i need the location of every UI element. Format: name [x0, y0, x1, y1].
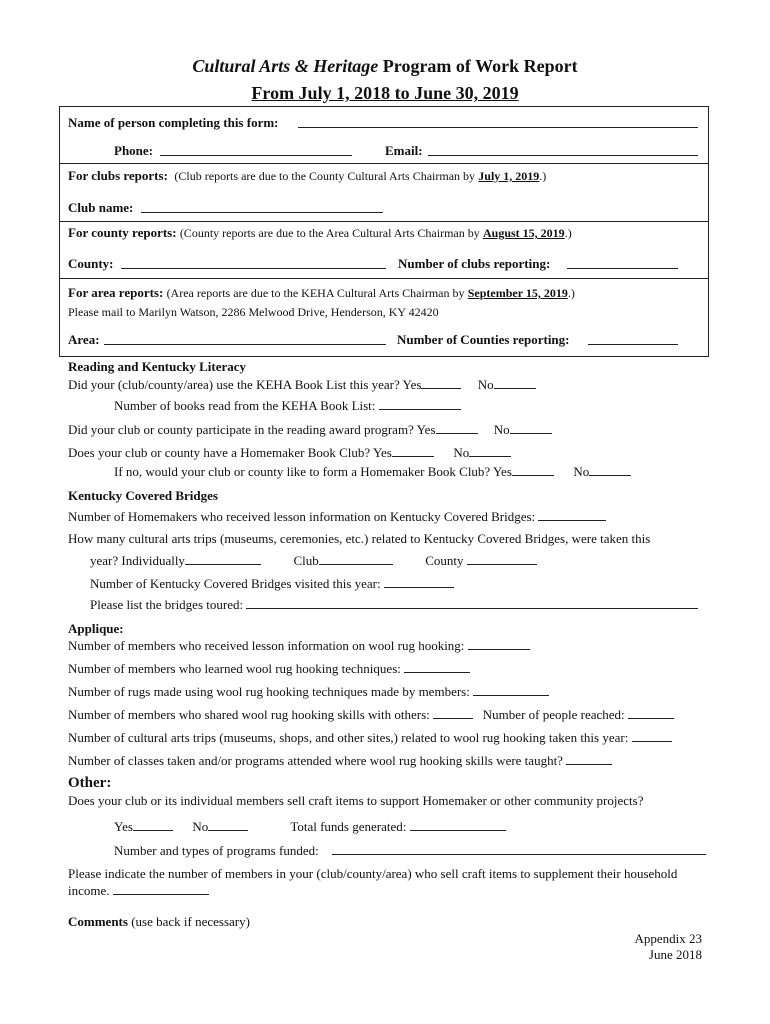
- county-label: County:: [68, 256, 114, 271]
- form-period: From July 1, 2018 to June 30, 2019: [251, 83, 519, 103]
- counties-reporting-field[interactable]: [588, 332, 678, 349]
- appendix-label: Appendix 23: [634, 931, 702, 946]
- rugs-made-question: Number of rugs made using wool rug hooking techniques made by members:: [68, 683, 549, 700]
- bridges-lesson-field[interactable]: [538, 508, 606, 521]
- programs-funded-question: Number and types of programs funded:: [114, 842, 706, 859]
- book-club-no-field[interactable]: [469, 444, 511, 457]
- rug-classes-question: Number of classes taken and/or programs attended where wool rug hooking skills were taught?: [68, 752, 612, 769]
- household-income-line: income.: [68, 882, 209, 899]
- club-name-label: Club name:: [68, 200, 134, 215]
- mail-address: Please mail to Marilyn Watson, 2286 Melwood Drive, Henderson, KY 42420: [68, 305, 439, 319]
- rug-shared-field[interactable]: [433, 706, 473, 719]
- reading-award-question: Did your club or county participate in the reading award program? Yes No: [68, 421, 552, 438]
- craft-sales-no-field[interactable]: [208, 818, 248, 831]
- clubs-reporting-field[interactable]: [567, 256, 678, 273]
- book-club-question: Does your club or county have a Homemaker Book Club? Yes No: [68, 444, 511, 461]
- form-book-club-no-field[interactable]: [589, 463, 631, 476]
- booklist-no-field[interactable]: [494, 376, 536, 389]
- county-field[interactable]: [121, 256, 386, 273]
- email-label: Email:: [385, 143, 423, 158]
- email-field[interactable]: [428, 143, 698, 160]
- comments-label: Comments (use back if necessary): [68, 914, 250, 929]
- county-report-line: For county reports: (County reports are due to the Area Cultural Arts Chairman by August 15, 2019.): [68, 225, 572, 240]
- craft-sales-answers: Yes No Total funds generated:: [114, 818, 506, 835]
- booklist-question: Did your (club/county/area) use the KEHA Book List this year? Yes No: [68, 376, 536, 393]
- bridges-toured-question: Please list the bridges toured:: [90, 596, 698, 613]
- rug-lesson-field[interactable]: [468, 637, 530, 650]
- household-income-question: Please indicate the number of members in your (club/county/area) who sell craft items to supplement their household: [68, 866, 678, 881]
- rug-classes-field[interactable]: [566, 752, 612, 765]
- area-label: Area:: [68, 332, 100, 347]
- rug-lesson-question: Number of members who received lesson information on wool rug hooking:: [68, 637, 530, 654]
- bridges-lesson-question: Number of Homemakers who received lesson information on Kentucky Covered Bridges:: [68, 508, 606, 525]
- booklist-yes-field[interactable]: [421, 376, 461, 389]
- phone-field[interactable]: [160, 143, 352, 160]
- bridges-visited-question: Number of Kentucky Covered Bridges visited this year:: [90, 575, 454, 592]
- reading-award-no-field[interactable]: [510, 421, 552, 434]
- craft-sales-question: Does your club or its individual members sell craft items to support Homemaker or other community projects?: [68, 793, 644, 808]
- reading-award-yes-field[interactable]: [436, 421, 478, 434]
- bridges-visited-field[interactable]: [384, 575, 454, 588]
- funds-generated-field[interactable]: [410, 818, 506, 831]
- rug-trips-field[interactable]: [632, 729, 672, 742]
- rugs-made-field[interactable]: [473, 683, 549, 696]
- rug-trips-question: Number of cultural arts trips (museums, shops, and other sites,) related to wool rug hooking taken this year:: [68, 729, 672, 746]
- footer-date: June 2018: [648, 947, 702, 962]
- clubs-report-line: For clubs reports: (Club reports are due to the County Cultural Arts Chairman by July 1, 2019.): [68, 168, 547, 183]
- rug-shared-question: Number of members who shared wool rug hooking skills with others: Number of people reached:: [68, 706, 674, 723]
- title-rest: Program of Work Report: [382, 56, 578, 76]
- bridges-trips-question: How many cultural arts trips (museums, ceremonies, etc.) related to Kentucky Covered Bridges, were taken this: [68, 531, 651, 546]
- form-title: [0, 56, 770, 77]
- book-club-yes-field[interactable]: [392, 444, 434, 457]
- club-name-field[interactable]: [141, 200, 383, 217]
- other-heading: Other:: [68, 775, 112, 791]
- applique-heading: Applique:: [68, 621, 124, 636]
- bridges-heading: Kentucky Covered Bridges: [68, 488, 218, 503]
- form-book-club-question: If no, would your club or county like to form a Homemaker Book Club? Yes No: [114, 463, 631, 480]
- rug-learned-field[interactable]: [404, 660, 470, 673]
- books-read-question: Number of books read from the KEHA Book List:: [114, 397, 461, 414]
- clubs-reporting-label: Number of clubs reporting:: [398, 256, 551, 271]
- area-report-line: For area reports: (Area reports are due to the KEHA Cultural Arts Chairman by September 15, 2019.): [68, 285, 575, 300]
- phone-label: Phone:: [114, 143, 153, 158]
- name-label: Name of person completing this form:: [68, 115, 279, 130]
- programs-funded-field[interactable]: [332, 842, 706, 855]
- craft-sales-yes-field[interactable]: [133, 818, 173, 831]
- rug-learned-question: Number of members who learned wool rug hooking techniques:: [68, 660, 470, 677]
- bridges-trips-breakdown: year? Individually Club County: [90, 552, 537, 569]
- bridges-toured-field[interactable]: [246, 596, 698, 609]
- form-book-club-yes-field[interactable]: [512, 463, 554, 476]
- household-income-field[interactable]: [113, 882, 209, 895]
- area-field[interactable]: [104, 332, 386, 349]
- trips-club-field[interactable]: [319, 552, 393, 565]
- title-italic: Cultural Arts & Heritage: [192, 56, 379, 76]
- trips-county-field[interactable]: [467, 552, 537, 565]
- books-read-field[interactable]: [379, 397, 461, 410]
- people-reached-field[interactable]: [628, 706, 674, 719]
- name-field[interactable]: [298, 115, 698, 132]
- counties-reporting-label: Number of Counties reporting:: [397, 332, 570, 347]
- literacy-heading: Reading and Kentucky Literacy: [68, 359, 247, 374]
- trips-individually-field[interactable]: [185, 552, 261, 565]
